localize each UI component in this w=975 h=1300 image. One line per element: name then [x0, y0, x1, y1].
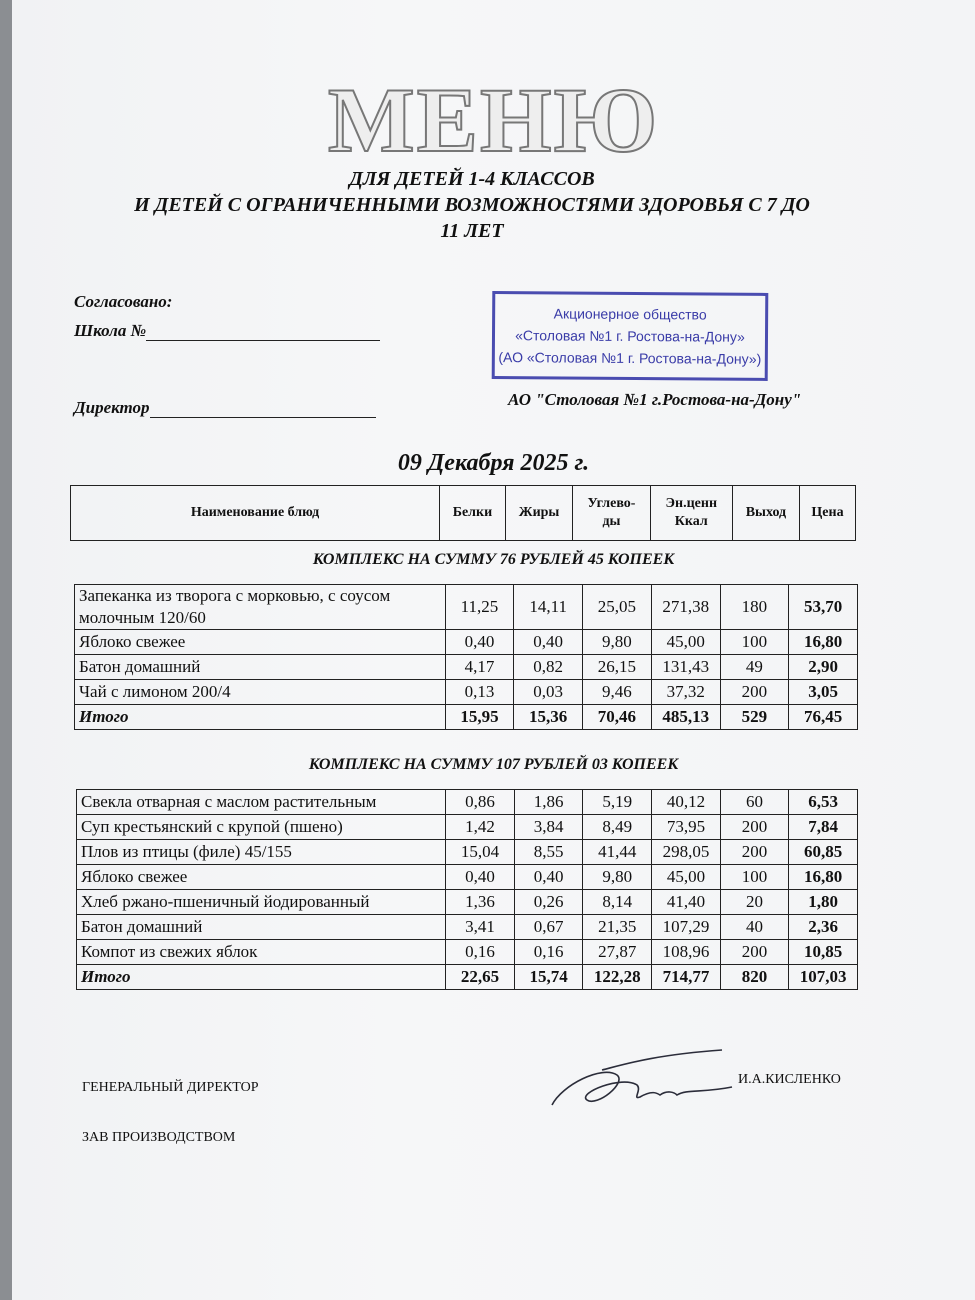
table-row [75, 585, 858, 630]
stamp-line-1: Акционерное общество [553, 305, 707, 323]
total-label: Итого [75, 705, 446, 730]
fat-value: 8,55 [514, 840, 583, 865]
approved-label: Согласовано: [74, 292, 173, 311]
col-energy-header [650, 486, 732, 541]
table-row [77, 890, 858, 915]
dish-name-line-2: молочным 120/60 [79, 608, 206, 627]
fat-value: 14,11 [514, 585, 583, 630]
menu-subtitle [12, 166, 932, 244]
col-fat-header: Жиры [505, 486, 572, 541]
complex-1-table [74, 584, 858, 730]
price-value: 16,80 [789, 630, 858, 655]
fat-value: 0,03 [514, 680, 583, 705]
price-value: 3,05 [789, 680, 858, 705]
subtitle-line-1: ДЛЯ ДЕТЕЙ 1-4 КЛАССОВ [349, 168, 595, 190]
carbs-value: 25,05 [583, 585, 652, 630]
protein-value: 0,40 [446, 865, 515, 890]
total-row [77, 965, 858, 990]
carbs-header-line-1: Углево- [587, 496, 636, 511]
dish-name: Батон домашний [77, 915, 446, 940]
yield-total: 820 [720, 965, 788, 990]
price-total: 76,45 [789, 705, 858, 730]
carbs-value: 8,14 [583, 890, 652, 915]
yield-value: 200 [720, 815, 788, 840]
energy-value: 271,38 [651, 585, 720, 630]
col-price-header: Цена [800, 486, 856, 541]
carbs-value: 26,15 [583, 655, 652, 680]
dish-name-line-1: Запеканка из творога с морковью, с соусом [79, 586, 391, 605]
price-value: 1,80 [789, 890, 858, 915]
fat-value: 0,26 [514, 890, 583, 915]
carbs-header-line-2: ды [602, 514, 621, 529]
director-label: Директор [74, 398, 150, 417]
yield-value: 200 [720, 940, 788, 965]
signature-icon [542, 1045, 742, 1120]
price-value: 60,85 [789, 840, 858, 865]
yield-value: 100 [720, 630, 789, 655]
header-table [70, 485, 856, 541]
yield-value: 200 [720, 840, 788, 865]
table-row [77, 865, 858, 890]
col-carbs-header [573, 486, 650, 541]
menu-date: 09 Декабря 2025 г. [397, 450, 590, 476]
carbs-value: 41,44 [583, 840, 652, 865]
price-value: 2,36 [789, 915, 858, 940]
col-yield-header: Выход [732, 486, 799, 541]
protein-value: 11,25 [445, 585, 514, 630]
yield-value: 40 [720, 915, 788, 940]
carbs-value: 21,35 [583, 915, 652, 940]
energy-value: 37,32 [651, 680, 720, 705]
total-label: Итого [77, 965, 446, 990]
stamp-line-3: (АО «Столовая №1 г. Ростова-на-Дону») [498, 349, 762, 367]
yield-value: 20 [720, 890, 788, 915]
subtitle-line-2: И ДЕТЕЙ С ОГРАНИЧЕННЫМИ ВОЗМОЖНОСТЯМИ ЗДОРОВЬЯ С 7 ДО [134, 194, 810, 216]
fat-value: 0,40 [514, 630, 583, 655]
fat-value: 0,16 [514, 940, 583, 965]
organization-name: АО "Столовая №1 г.Ростова-на-Дону" [508, 390, 802, 409]
energy-header-line-1: Эн.ценн [665, 496, 718, 511]
general-director-label: ГЕНЕРАЛЬНЫЙ ДИРЕКТОР [82, 1080, 259, 1095]
table-row [77, 840, 858, 865]
dish-name: Батон домашний [75, 655, 446, 680]
yield-value: 100 [720, 865, 788, 890]
price-value: 2,90 [789, 655, 858, 680]
price-value: 10,85 [789, 940, 858, 965]
energy-total: 485,13 [651, 705, 720, 730]
dish-name: Плов из птицы (филе) 45/155 [77, 840, 446, 865]
energy-value: 40,12 [652, 790, 721, 815]
protein-total: 15,95 [445, 705, 514, 730]
col-protein-header: Белки [440, 486, 506, 541]
dish-name: Яблоко свежее [77, 865, 446, 890]
price-total: 107,03 [789, 965, 858, 990]
complex-1-title: КОМПЛЕКС НА СУММУ 76 РУБЛЕЙ 45 КОПЕЕК [312, 551, 675, 568]
carbs-total: 122,28 [583, 965, 652, 990]
total-row [75, 705, 858, 730]
fat-total: 15,36 [514, 705, 583, 730]
carbs-value: 8,49 [583, 815, 652, 840]
carbs-total: 70,46 [583, 705, 652, 730]
price-value: 6,53 [789, 790, 858, 815]
protein-value: 0,16 [446, 940, 515, 965]
energy-value: 131,43 [651, 655, 720, 680]
energy-value: 107,29 [652, 915, 721, 940]
carbs-value: 5,19 [583, 790, 652, 815]
dish-name [75, 585, 446, 630]
fat-value: 1,86 [514, 790, 583, 815]
fat-value: 3,84 [514, 815, 583, 840]
yield-value: 200 [720, 680, 789, 705]
school-field [74, 321, 380, 341]
dish-name: Компот из свежих яблок [77, 940, 446, 965]
complex-2-title: КОМПЛЕКС НА СУММУ 107 РУБЛЕЙ 03 КОПЕЕК [308, 756, 679, 773]
dish-name: Свекла отварная с маслом растительным [77, 790, 446, 815]
header-row [71, 486, 856, 541]
school-blank-line [146, 324, 380, 341]
energy-value: 73,95 [652, 815, 721, 840]
dish-name: Чай с лимоном 200/4 [75, 680, 446, 705]
fat-value: 0,82 [514, 655, 583, 680]
energy-value: 45,00 [652, 865, 721, 890]
table-row [77, 915, 858, 940]
protein-value: 1,36 [446, 890, 515, 915]
table-row [75, 655, 858, 680]
dish-name: Суп крестьянский с крупой (пшено) [77, 815, 446, 840]
yield-value: 49 [720, 655, 789, 680]
price-value: 7,84 [789, 815, 858, 840]
table-row [75, 680, 858, 705]
menu-sheet [12, 0, 975, 1300]
stamp-line-2: «Столовая №1 г. Ростова-на-Дону» [515, 327, 745, 345]
yield-value: 60 [720, 790, 788, 815]
fat-value: 0,67 [514, 915, 583, 940]
energy-header-line-2: Ккал [674, 514, 708, 529]
carbs-value: 9,46 [583, 680, 652, 705]
energy-value: 298,05 [652, 840, 721, 865]
production-head-label: ЗАВ ПРОИЗВОДСТВОМ [82, 1130, 236, 1145]
table-row [75, 630, 858, 655]
fat-total: 15,74 [514, 965, 583, 990]
table-row [77, 940, 858, 965]
energy-value: 108,96 [652, 940, 721, 965]
energy-value: 45,00 [651, 630, 720, 655]
protein-value: 0,86 [446, 790, 515, 815]
general-director-name: И.А.КИСЛЕНКО [738, 1072, 841, 1087]
dish-name: Хлеб ржано-пшеничный йодированный [77, 890, 446, 915]
protein-value: 4,17 [445, 655, 514, 680]
menu-title: МЕНЮ [327, 69, 660, 171]
yield-value: 180 [720, 585, 789, 630]
carbs-value: 9,80 [583, 865, 652, 890]
dish-name: Яблоко свежее [75, 630, 446, 655]
complex-2-table [76, 789, 858, 990]
price-value: 53,70 [789, 585, 858, 630]
company-stamp [492, 291, 769, 381]
price-value: 16,80 [789, 865, 858, 890]
protein-value: 15,04 [446, 840, 515, 865]
table-row [77, 790, 858, 815]
col-name-header: Наименование блюд [71, 486, 440, 541]
protein-value: 1,42 [446, 815, 515, 840]
energy-value: 41,40 [652, 890, 721, 915]
protein-value: 3,41 [446, 915, 515, 940]
protein-total: 22,65 [446, 965, 515, 990]
carbs-value: 9,80 [583, 630, 652, 655]
protein-value: 0,13 [445, 680, 514, 705]
protein-value: 0,40 [445, 630, 514, 655]
director-blank-line [150, 401, 376, 418]
director-field [74, 398, 376, 418]
energy-total: 714,77 [652, 965, 721, 990]
subtitle-line-3: 11 ЛЕТ [440, 220, 504, 242]
carbs-value: 27,87 [583, 940, 652, 965]
fat-value: 0,40 [514, 865, 583, 890]
school-label: Школа № [74, 321, 147, 340]
yield-total: 529 [720, 705, 789, 730]
table-row [77, 815, 858, 840]
